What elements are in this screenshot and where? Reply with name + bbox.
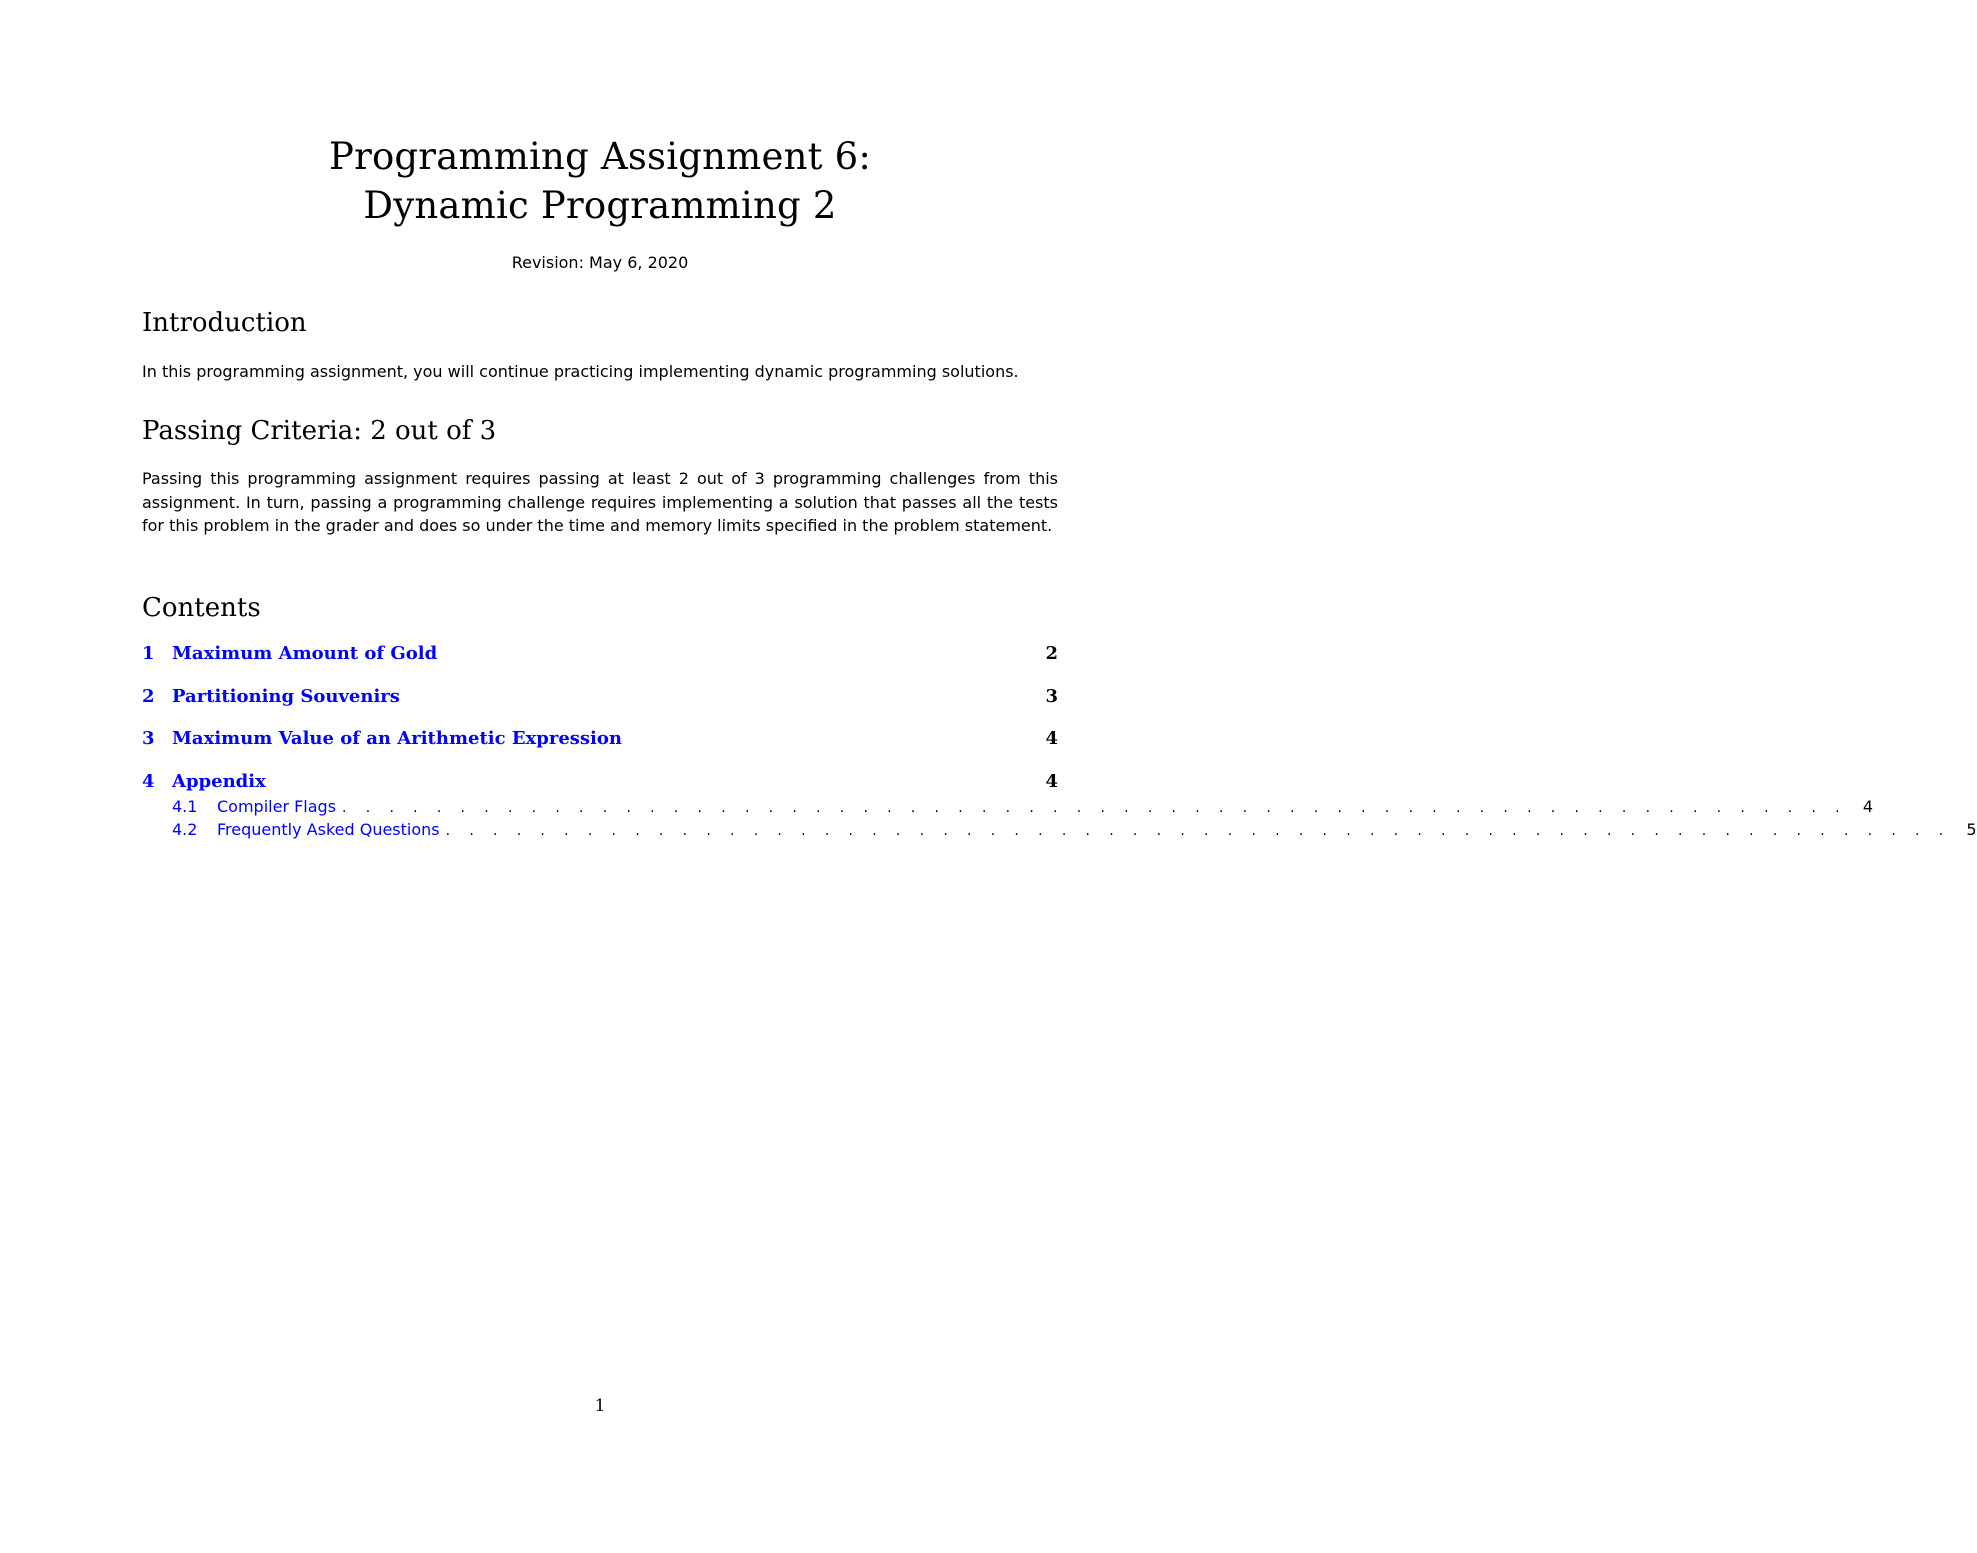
toc-entry-link[interactable]: Appendix [172, 771, 266, 792]
toc-entry-number[interactable]: 2 [142, 686, 155, 707]
toc-entry-3[interactable] [142, 728, 1058, 754]
toc-entry-1[interactable] [142, 643, 1058, 669]
toc-entry-link[interactable]: Partitioning Souvenirs [172, 686, 400, 707]
toc-entry-link[interactable]: Compiler Flags [217, 797, 337, 816]
toc-entry-number[interactable]: 1 [142, 643, 155, 664]
revision-date: Revision: May 6, 2020 [511, 253, 689, 272]
toc-entry-page: 4 [1045, 771, 1058, 792]
title-line-1: Programming Assignment 6: [328, 135, 872, 178]
passing-criteria-text: Passing this programming assignment requires passing at least 2 out of 3 programming challenges from this assignment. In turn, passing a programming challenge requires implementing a solution that passes all the tests for this problem in the grader and does so under the time and memory limits specified in the problem statement. [142, 469, 1058, 535]
toc-dot-leader: . . . . . . . . . . . . . . . . . . . . . . . . . . . . . . . . . . . . . . . . . . . . . . . . . . . . . . . . . . . . . . . . [445, 823, 1951, 839]
title-line-2: Dynamic Programming 2 [363, 184, 837, 227]
toc-entry-4[interactable] [142, 771, 1058, 797]
toc-entry-link[interactable]: Frequently Asked Questions [217, 820, 440, 839]
passing-criteria-heading: Passing Criteria: 2 out of 3 [142, 416, 497, 446]
toc-dot-leader: . . . . . . . . . . . . . . . . . . . . . . . . . . . . . . . . . . . . . . . . . . . . . . . . . . . . . . . . . . . . . . . . [342, 800, 1848, 816]
document-title [0, 132, 1200, 230]
toc-entry-link[interactable]: Maximum Amount of Gold [172, 643, 438, 664]
toc-entry-number[interactable]: 3 [142, 728, 155, 749]
toc-entry-page: 5 [1966, 820, 1977, 839]
toc-entry-link[interactable]: Maximum Value of an Arithmetic Expression [172, 728, 622, 749]
toc-entry-4-2[interactable] [142, 820, 1977, 846]
page-number: 1 [594, 1396, 606, 1416]
toc-entry-number[interactable]: 4.2 [172, 820, 198, 839]
introduction-heading: Introduction [142, 308, 307, 338]
introduction-text: In this programming assignment, you will continue practicing implementing dynamic programming solutions. [142, 362, 1019, 381]
toc-entry-page: 3 [1045, 686, 1058, 707]
toc-entry-2[interactable] [142, 686, 1058, 712]
contents-heading: Contents [142, 593, 261, 623]
toc-entry-page: 4 [1045, 728, 1058, 749]
toc-entry-page: 2 [1045, 643, 1058, 664]
toc-entry-page: 4 [1862, 797, 1874, 816]
toc-entry-number[interactable]: 4.1 [172, 797, 198, 816]
toc-entry-number[interactable]: 4 [142, 771, 155, 792]
